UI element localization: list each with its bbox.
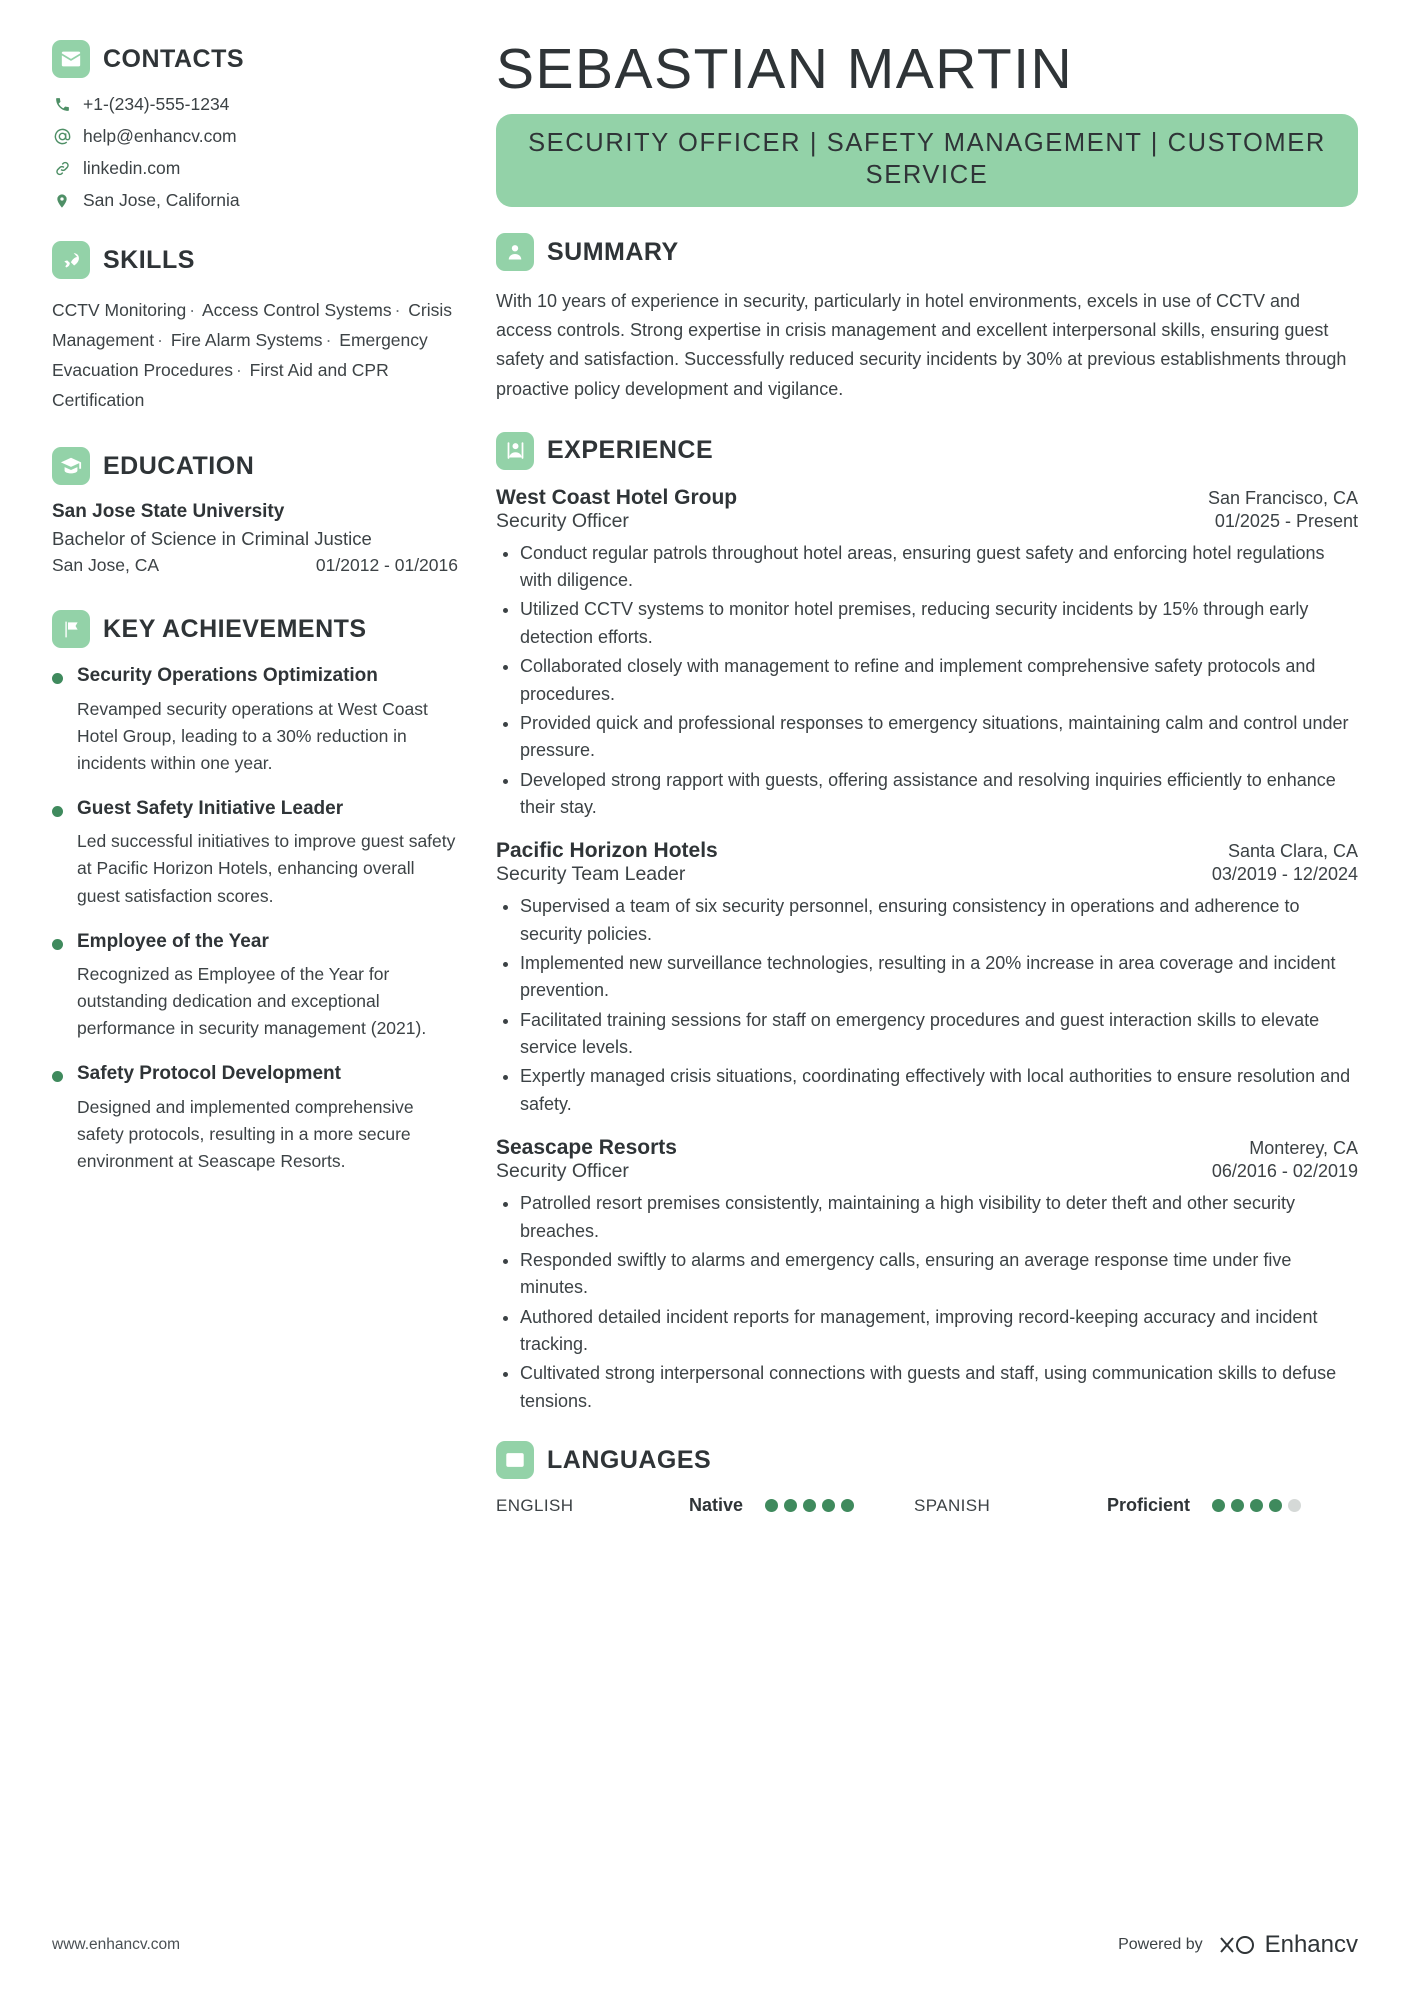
section-title-contacts: CONTACTS	[103, 44, 245, 73]
job-dates: 01/2025 - Present	[1214, 510, 1358, 531]
enhancv-logo	[1217, 1931, 1358, 1959]
job-company: West Coast Hotel Group	[496, 485, 738, 509]
rating-dot	[765, 1499, 778, 1512]
skill-item: Crisis Management	[52, 300, 453, 351]
language-item-spanish	[914, 1495, 1301, 1516]
job-bullet: • Expertly managed crisis situations, coordinating effectively with local authorities to ensure resolution and safety.	[520, 1063, 1358, 1118]
job-role: Security Officer	[496, 509, 629, 532]
skill-separator: ·	[325, 330, 332, 351]
job-role: Security Officer	[496, 1160, 629, 1183]
skill-item: Fire Alarm Systems	[170, 330, 323, 351]
user-badge-icon	[496, 432, 534, 470]
person-icon	[496, 233, 534, 271]
contact-link-value: linkedin.com	[83, 158, 181, 178]
achievement-text: Led successful initiatives to improve guest safety at Pacific Horizon Hotels, enhancing overall guest satisfaction scores.	[77, 831, 456, 906]
language-item-english	[496, 1495, 854, 1516]
contact-location-value: San Jose, California	[83, 190, 240, 210]
rating-dot	[1250, 1499, 1263, 1512]
bullet-dot-icon	[52, 673, 63, 684]
location-pin-icon	[52, 193, 72, 209]
achievement-title: Guest Safety Initiative Leader	[77, 798, 344, 820]
language-rating	[1212, 1499, 1301, 1512]
skill-item: Emergency Evacuation Procedures	[52, 330, 428, 381]
rocket-icon	[52, 241, 90, 279]
job-bullet: • Conduct regular patrols throughout hotel areas, ensuring guest safety and enforcing hotel regulations with diligence.	[520, 540, 1358, 595]
bullet-dot-icon	[52, 806, 63, 817]
job-bullets	[496, 893, 1358, 1118]
job-bullet: • Facilitated training sessions for staff on emergency procedures and guest interaction skills to elevate service levels.	[520, 1007, 1358, 1062]
section-header-contacts	[52, 40, 458, 78]
experience-item	[496, 486, 1358, 822]
skill-separator: ·	[189, 300, 196, 320]
achievement-title: Security Operations Optimization	[77, 665, 378, 687]
education-dates: 01/2012 - 01/2016	[315, 555, 458, 576]
skill-separator: ·	[157, 330, 163, 351]
brand-name: Enhancv	[1264, 1931, 1358, 1958]
link-icon	[52, 160, 72, 177]
phone-icon	[52, 96, 72, 113]
footer-branding	[1118, 1931, 1358, 1959]
job-company: Seascape Resorts	[496, 1136, 677, 1160]
rating-dot-empty	[1288, 1499, 1301, 1512]
contact-email	[52, 126, 458, 147]
contact-link	[52, 158, 458, 179]
achievement-title: Employee of the Year	[77, 930, 269, 952]
job-bullet: • Responded swiftly to alarms and emergency calls, ensuring an average response time under five minutes.	[520, 1247, 1358, 1302]
job-location: San Francisco, CA	[1207, 487, 1358, 508]
section-title-languages: LANGUAGES	[547, 1445, 712, 1474]
job-bullet: • Cultivated strong interpersonal connections with guests and staff, using communication skills to defuse tensions.	[520, 1360, 1358, 1415]
section-header-skills	[52, 241, 458, 279]
bullet-dot-icon	[52, 939, 63, 950]
powered-by-label: Powered by	[1118, 1936, 1203, 1953]
contact-email-value: help@enhancv.com	[83, 126, 237, 146]
language-level: Proficient	[1107, 1495, 1191, 1516]
section-header-experience	[496, 432, 1358, 470]
contact-phone-value: +1-(234)-555-1234	[83, 94, 230, 114]
graduation-cap-icon	[52, 447, 90, 485]
section-header-summary	[496, 233, 1358, 271]
job-bullets	[496, 1190, 1358, 1415]
right-column	[484, 37, 1358, 1516]
job-bullet: • Authored detailed incident reports for management, improving record-keeping accuracy and incident tracking.	[520, 1304, 1358, 1359]
section-title-education: EDUCATION	[103, 451, 255, 480]
achievement-title: Safety Protocol Development	[77, 1063, 341, 1085]
education-entry	[52, 501, 458, 576]
job-location: Monterey, CA	[1249, 1138, 1358, 1159]
job-bullet: • Developed strong rapport with guests, offering assistance and resolving inquiries efficiently to enhance their stay.	[520, 767, 1358, 822]
logo-mark-icon	[1217, 1932, 1257, 1958]
job-dates: 03/2019 - 12/2024	[1211, 864, 1358, 885]
flag-icon	[52, 610, 90, 648]
job-company: Pacific Horizon Hotels	[496, 839, 718, 863]
bullet-dot-icon	[52, 1071, 63, 1082]
headline-banner: SECURITY OFFICER | SAFETY MANAGEMENT | CUSTOMER SERVICE	[496, 114, 1358, 207]
section-header-languages	[496, 1441, 1358, 1479]
translate-icon	[496, 1441, 534, 1479]
rating-dot	[822, 1499, 835, 1512]
page-title: SEBASTIAN MARTIN	[496, 37, 1074, 101]
experience-item	[496, 1136, 1358, 1415]
achievement-item	[52, 664, 458, 777]
achievement-item	[52, 1062, 458, 1175]
skill-item: Access Control Systems	[201, 300, 392, 320]
rating-dot	[803, 1499, 816, 1512]
contact-phone	[52, 94, 458, 115]
contacts-list	[52, 94, 458, 211]
section-title-skills: SKILLS	[103, 245, 195, 274]
experience-item	[496, 839, 1358, 1118]
job-bullet: • Patrolled resort premises consistently, maintaining a high visibility to deter theft and other security breaches.	[520, 1190, 1358, 1245]
job-location: Santa Clara, CA	[1227, 841, 1358, 862]
section-title-experience: EXPERIENCE	[547, 436, 714, 465]
page-footer	[52, 1931, 1358, 1959]
rating-dot	[784, 1499, 797, 1512]
job-bullets	[496, 540, 1358, 822]
rating-dot	[1231, 1499, 1244, 1512]
language-rating	[765, 1499, 854, 1512]
skill-separator: ·	[235, 360, 242, 381]
section-title-achievements: KEY ACHIEVEMENTS	[103, 614, 367, 643]
achievement-text: Revamped security operations at West Coast Hotel Group, leading to a 30% reduction in incidents within one year.	[77, 698, 428, 773]
rating-dot	[1269, 1499, 1282, 1512]
job-bullet: • Provided quick and professional responses to emergency situations, maintaining calm and control under pressure.	[520, 710, 1358, 765]
achievements-list	[52, 664, 458, 1175]
education-meta	[52, 555, 458, 576]
job-bullet: • Collaborated closely with management to refine and implement comprehensive safety protocols and procedures.	[520, 653, 1358, 708]
education-location: San Jose, CA	[52, 555, 159, 576]
experience-list	[496, 486, 1358, 1415]
job-dates: 06/2016 - 02/2019	[1211, 1161, 1358, 1182]
resume-columns	[52, 37, 1358, 1516]
job-bullet: • Implemented new surveillance technologies, resulting in a 20% increase in area coverage and incident prevention.	[520, 950, 1358, 1005]
at-sign-icon	[52, 127, 72, 146]
skill-separator: ·	[394, 300, 401, 320]
rating-dot	[1212, 1499, 1225, 1512]
language-level: Native	[689, 1495, 744, 1516]
education-school: San Jose State University	[52, 501, 285, 523]
contact-location	[52, 190, 458, 211]
left-column	[52, 40, 484, 1195]
rating-dot	[841, 1499, 854, 1512]
achievement-item	[52, 797, 458, 910]
skills-list	[52, 295, 458, 415]
section-title-summary: SUMMARY	[547, 237, 679, 266]
skill-item: CCTV Monitoring	[52, 300, 187, 320]
education-degree: Bachelor of Science in Criminal Justice	[52, 528, 372, 550]
job-bullet: • Utilized CCTV systems to monitor hotel premises, reducing security incidents by 15% through early detection efforts.	[520, 596, 1358, 651]
achievement-item	[52, 930, 458, 1043]
envelope-icon	[52, 40, 90, 78]
svg-text:A文: A文	[508, 1456, 522, 1466]
section-header-achievements	[52, 610, 458, 648]
language-name: SPANISH	[914, 1495, 991, 1515]
skill-item: First Aid and CPR Certification	[52, 360, 389, 411]
job-role: Security Team Leader	[496, 863, 686, 886]
languages-list	[496, 1495, 1358, 1516]
section-header-education	[52, 447, 458, 485]
summary-text: With 10 years of experience in security, particularly in hotel environments, excels in use of CCTV and access controls. Strong expertise in crisis management and excellent interpersonal skills, ensuring guest safety and satisfaction. Successfully reduced security incidents by 30% at previous establishments through proactive policy development and vigilance.	[496, 291, 1347, 399]
footer-url[interactable]: www.enhancv.com	[52, 1936, 181, 1953]
language-name: ENGLISH	[496, 1495, 574, 1515]
achievement-text: Recognized as Employee of the Year for outstanding dedication and exceptional performance in security management (2021).	[77, 964, 427, 1039]
job-bullet: • Supervised a team of six security personnel, ensuring consistency in operations and adherence to security policies.	[520, 893, 1358, 948]
achievement-text: Designed and implemented comprehensive safety protocols, resulting in a more secure environment at Seascape Resorts.	[77, 1096, 414, 1171]
